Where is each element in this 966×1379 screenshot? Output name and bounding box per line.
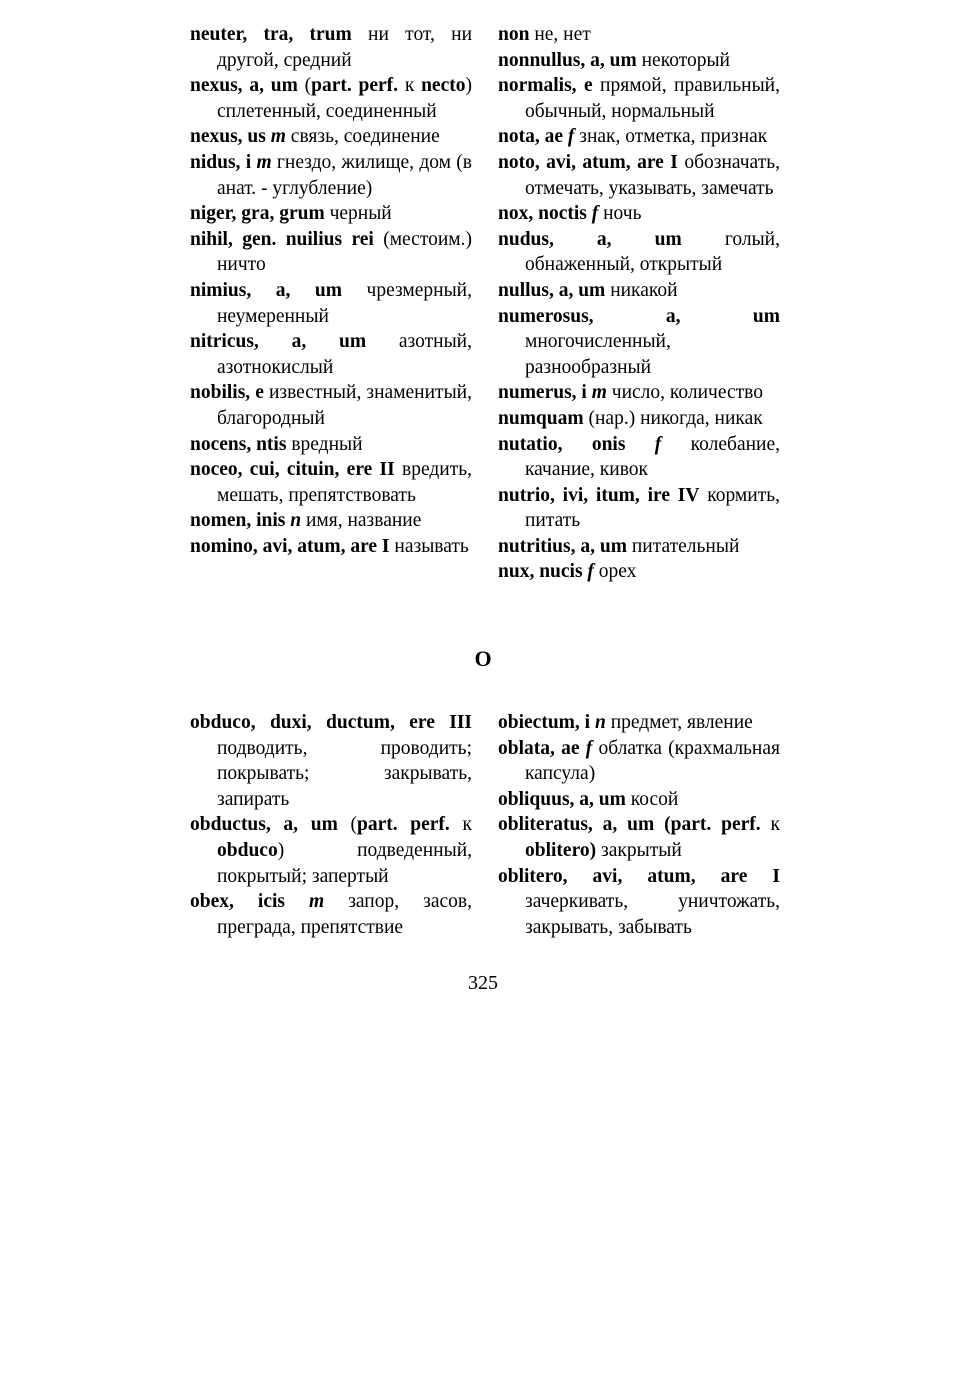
- dictionary-entry: [190, 534, 472, 560]
- entry-definition: (местоим.) ничто: [217, 228, 472, 276]
- entry-headword: nutrio, ivi, itum, ire IV: [498, 484, 700, 506]
- entry-headword: nitricus, a, um: [190, 331, 367, 353]
- dictionary-entry: [190, 508, 472, 534]
- entry-definition: закрытый: [596, 839, 682, 861]
- entry-headword: nobilis, e: [190, 382, 264, 404]
- entry-headword: numquam: [498, 407, 584, 429]
- dictionary-entry: [190, 329, 472, 380]
- entry-definition: известный, знаменитый, благородный: [217, 382, 472, 429]
- dictionary-entry: [498, 22, 780, 48]
- entry-headword: numerosus, a, um: [498, 305, 780, 327]
- dictionary-entry: [190, 124, 472, 150]
- dictionary-entry: [190, 73, 472, 124]
- entry-definition: (нар.) никогда, никак: [583, 407, 763, 429]
- dictionary-entry: [498, 534, 780, 560]
- entry-headword: nocens, ntis: [190, 433, 287, 455]
- dictionary-entry: [498, 304, 780, 381]
- entry-reference: necto: [421, 75, 466, 97]
- entry-gender: f: [625, 433, 662, 455]
- entry-headword: obiectum, i: [498, 712, 591, 733]
- entry-reference: oblitero): [525, 839, 597, 861]
- dictionary-entry: [498, 432, 780, 483]
- entry-headword: neuter, tra, trum: [190, 24, 352, 45]
- entry-headword: obex, icis: [190, 891, 285, 913]
- entry-headword: obductus, a, um: [190, 814, 338, 836]
- entry-headword: nutritius, a, um: [498, 535, 627, 557]
- entry-gender: f: [563, 126, 575, 148]
- entry-gender: m: [265, 126, 286, 148]
- dictionary-entry: [498, 73, 780, 124]
- entry-definition: кормить, питать: [525, 484, 781, 532]
- entry-definition: число, количество: [606, 382, 764, 404]
- entry-headword: nexus, a, um: [190, 75, 298, 97]
- entry-headword: nota, ae: [498, 126, 563, 148]
- entry-headword: nox, noctis: [498, 203, 587, 225]
- bottom-right-column: [498, 710, 780, 940]
- entry-definition: некоторый: [636, 49, 730, 71]
- entry-headword: noto, avi, atum, are I: [498, 151, 678, 173]
- entry-definition: черный: [324, 203, 392, 225]
- dictionary-entry: [190, 201, 472, 227]
- entry-headword: nomen, inis: [190, 510, 286, 532]
- entry-headword: nux, nucis: [498, 561, 583, 583]
- entry-gender: f: [582, 561, 594, 583]
- dictionary-entry: [190, 227, 472, 278]
- top-left-column: [190, 22, 472, 559]
- dictionary-entry: [190, 150, 472, 201]
- entry-headword: numerus, i: [498, 382, 587, 404]
- dictionary-entry: [498, 124, 780, 150]
- entry-headword: obliquus, a, um: [498, 788, 626, 810]
- entry-headword: non: [498, 24, 530, 45]
- dictionary-entry: [190, 380, 472, 431]
- entry-headword: nimius, a, um: [190, 279, 342, 301]
- entry-gender: n: [590, 712, 606, 733]
- entry-definition: ночь: [598, 203, 642, 225]
- dictionary-entry: [498, 710, 780, 736]
- entry-definition: ни тот, ни другой, средний: [217, 24, 472, 71]
- entry-definition: косой: [625, 788, 679, 810]
- entry-definition: к: [398, 75, 422, 97]
- entry-definition: прямой, правильный, обычный, нормальный: [525, 75, 780, 122]
- entry-definition: вредить, мешать, препятствовать: [217, 459, 472, 506]
- dictionary-entry: [190, 457, 472, 508]
- entry-definition: гнездо, жилище, дом (в анат. - углубление): [217, 151, 472, 199]
- entry-gender: m: [251, 151, 272, 173]
- entry-definition: называть: [389, 535, 469, 557]
- dictionary-entry: [498, 864, 780, 941]
- dictionary-entry: [498, 406, 780, 432]
- entry-headword: nexus, us: [190, 126, 266, 148]
- section-letter: O: [474, 646, 492, 671]
- dictionary-entry: [498, 736, 780, 787]
- entry-definition: предмет, явление: [605, 712, 753, 733]
- dictionary-entry: [190, 22, 472, 73]
- entry-definition: голый, обнаженный, открытый: [525, 228, 780, 276]
- entry-headword: oblata, ae: [498, 737, 580, 759]
- dictionary-entry: [498, 380, 780, 406]
- dictionary-entry: [498, 812, 780, 863]
- dictionary-entry: [190, 432, 472, 458]
- entry-definition: ) сплетенный, соединенный: [217, 75, 472, 122]
- entry-definition: орех: [593, 561, 637, 583]
- entry-definition: к: [760, 814, 780, 836]
- entry-headword: nihil, gen. nuilius rei: [190, 228, 374, 250]
- entry-headword: oblitero, avi, atum, are I: [498, 865, 780, 887]
- entry-headword: nomino, avi, atum, are I: [190, 535, 390, 557]
- entry-gender: m: [284, 891, 325, 913]
- entry-definition: вредный: [286, 433, 363, 455]
- entry-definition: обозначать, отмечать, указывать, замечать: [525, 151, 781, 199]
- top-right-column: [498, 22, 780, 585]
- entry-definition: никакой: [605, 279, 678, 301]
- entry-grammar: part. perf.: [356, 814, 450, 836]
- entry-definition: многочисленный, разнообразный: [525, 331, 671, 378]
- entry-definition: не, нет: [529, 24, 591, 45]
- bottom-left-column: [190, 710, 472, 940]
- entry-definition: связь, соединение: [285, 126, 440, 148]
- dictionary-entry: [190, 889, 472, 940]
- dictionary-entry: [498, 201, 780, 227]
- entry-definition: подводить, проводить; покрывать; закрывать, запирать: [217, 737, 472, 810]
- dictionary-entry: [190, 812, 472, 889]
- entry-headword: nudus, a, um: [498, 228, 682, 250]
- dictionary-entry: [498, 787, 780, 813]
- entry-gender: n: [285, 510, 302, 532]
- entry-gender: f: [579, 737, 593, 759]
- dictionary-entry: [498, 278, 780, 304]
- entry-headword: obduco, duxi, ductum, ere III: [190, 712, 472, 733]
- entry-grammar: part. perf.: [311, 75, 399, 97]
- entry-definition: колебание, качание, кивок: [525, 433, 780, 481]
- entry-definition: питательный: [626, 535, 740, 557]
- dictionary-entry: [498, 48, 780, 74]
- entry-definition: имя, название: [301, 510, 422, 532]
- entry-headword: nullus, a, um: [498, 279, 606, 301]
- entry-definition: запор, засов, преграда, препятствие: [217, 891, 472, 938]
- entry-gender: m: [586, 382, 607, 404]
- entry-definition: облатка (крахмальная капсула): [525, 737, 780, 785]
- entry-headword: noceo, cui, cituin, ere II: [190, 459, 395, 481]
- dictionary-entry: [190, 710, 472, 812]
- entry-definition: чрезмерный, неумеренный: [217, 279, 472, 327]
- entry-definition: ) подведенный, покрытый; запертый: [217, 839, 472, 887]
- entry-reference: obduco: [217, 839, 278, 861]
- page-number: 325: [468, 972, 498, 994]
- entry-headword: nidus, i: [190, 151, 252, 173]
- dictionary-entry: [498, 483, 780, 534]
- entry-gender: f: [586, 203, 599, 225]
- dictionary-entry: [498, 227, 780, 278]
- entry-definition: знак, отметка, признак: [574, 126, 768, 148]
- entry-definition: к: [449, 814, 472, 836]
- dictionary-entry: [498, 559, 780, 585]
- entry-headword: nutatio, onis: [498, 433, 626, 455]
- entry-text: (: [297, 75, 312, 97]
- entry-text: (: [337, 814, 357, 836]
- dictionary-entry: [498, 150, 780, 201]
- entry-headword: obliteratus, a, um (part. perf.: [498, 814, 761, 836]
- dictionary-entry: [190, 278, 472, 329]
- entry-headword: normalis, e: [498, 75, 593, 97]
- entry-definition: азотный, азотнокислый: [217, 331, 472, 378]
- entry-headword: niger, gra, grum: [190, 203, 325, 225]
- entry-headword: nonnullus, a, um: [498, 49, 637, 71]
- entry-definition: зачеркивать, уничтожать, закрывать, забывать: [525, 891, 780, 938]
